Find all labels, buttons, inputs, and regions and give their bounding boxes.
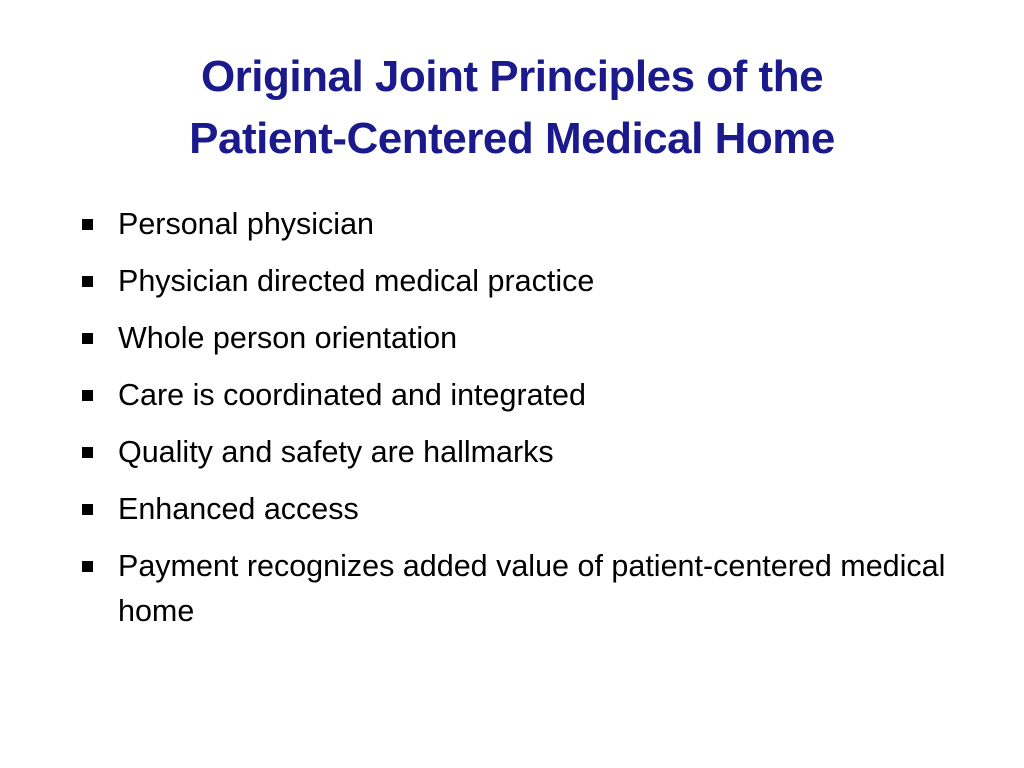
bullet-text: Payment recognizes added value of patient-centered medical home: [118, 549, 946, 628]
bullet-item: [76, 316, 996, 361]
square-bullet-icon: [82, 561, 93, 572]
bullet-text: Enhanced access: [118, 492, 359, 526]
square-bullet-icon: [82, 504, 93, 515]
bullet-text: Physician directed medical practice: [118, 264, 595, 298]
bullet-item: [76, 487, 996, 532]
slide-title-line-2: Patient-Centered Medical Home: [189, 114, 835, 163]
bullet-text: Personal physician: [118, 207, 375, 241]
slide-title: [60, 46, 964, 170]
bullet-item: [76, 259, 996, 304]
square-bullet-icon: [82, 276, 93, 287]
bullet-item: [76, 430, 996, 475]
bullet-item: [76, 544, 996, 634]
bullet-text: Quality and safety are hallmarks: [118, 435, 554, 469]
square-bullet-icon: [82, 333, 93, 344]
slide-title-line-1: Original Joint Principles of the: [200, 52, 824, 101]
bullet-list: [76, 202, 996, 646]
bullet-item: [76, 373, 996, 418]
square-bullet-icon: [82, 447, 93, 458]
square-bullet-icon: [82, 219, 93, 230]
square-bullet-icon: [82, 390, 93, 401]
bullet-item: [76, 202, 996, 247]
bullet-text: Whole person orientation: [118, 321, 458, 355]
bullet-text: Care is coordinated and integrated: [118, 378, 586, 412]
